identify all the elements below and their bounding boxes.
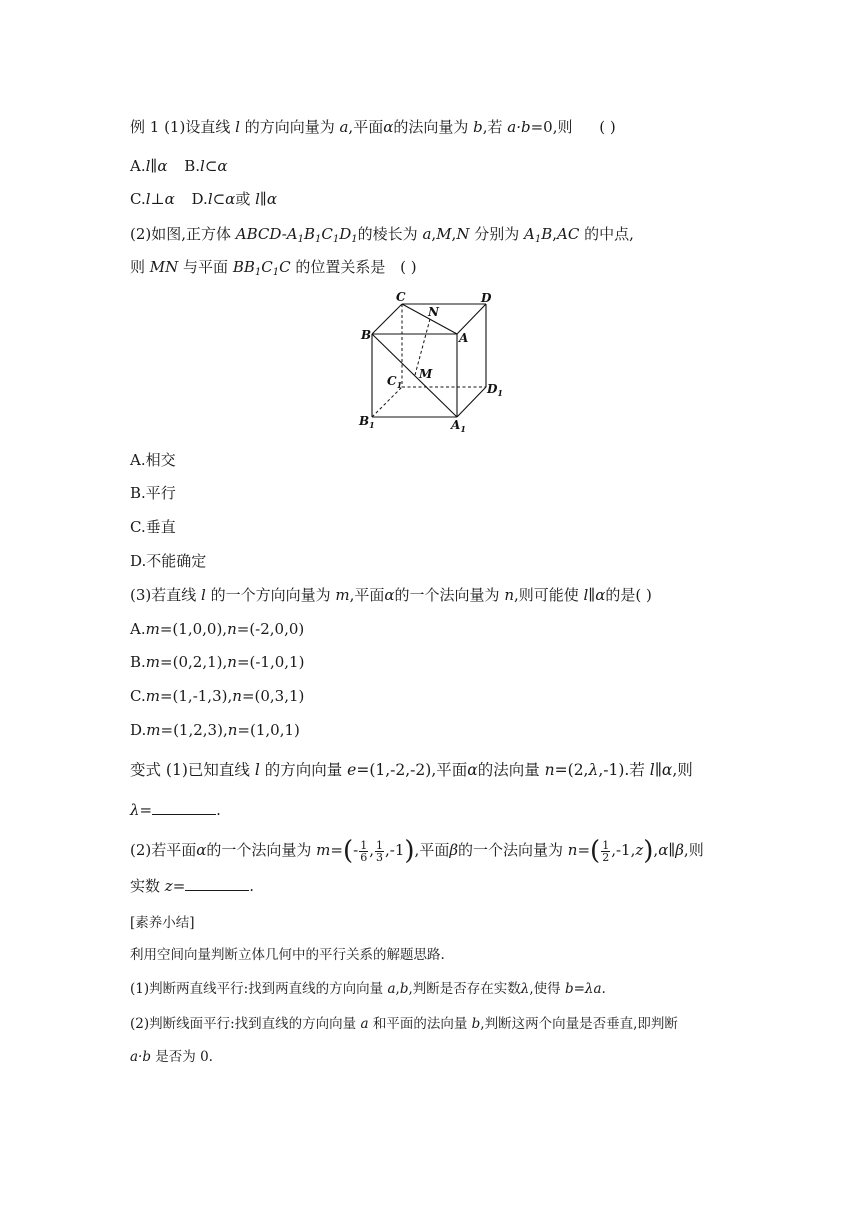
answer-blank-lambda[interactable] bbox=[152, 800, 216, 815]
label-B1: $B_1$ bbox=[359, 414, 375, 430]
label-B: B bbox=[361, 328, 372, 342]
question-1-stem: 例 1 (1)设直线 l 的方向向量为 a,平面α的法向量为 b,若 a·b=0,则 ( ) bbox=[130, 118, 616, 136]
label-M: M bbox=[419, 367, 433, 381]
edge-AD bbox=[457, 304, 486, 334]
fraction-1-2: $\frac{1}{2}$ bbox=[602, 838, 610, 864]
question-2-option-d: D.不能确定 bbox=[130, 552, 207, 570]
hidden-edge-B1C1 bbox=[372, 387, 402, 417]
summary-point-1: (1)判断两直线平行:找到两直线的方向向量 a,b,判断是否存在实数λ,使得 b=λa. bbox=[130, 981, 606, 997]
cube-figure bbox=[350, 288, 510, 438]
fraction-1-3: $\frac{1}{3}$ bbox=[376, 838, 383, 864]
edge-BC bbox=[372, 304, 402, 334]
answer-bracket: ( ) bbox=[635, 586, 652, 604]
summary-intro: 利用空间向量判断立体几何中的平行关系的解题思路. bbox=[130, 947, 445, 963]
label-A: A bbox=[459, 331, 469, 345]
variant-1-stem: 变式 (1)已知直线 l 的方向向量 e=(1,-2,-2),平面α的法向量 n=(2,λ,-1).若 l∥α,则 bbox=[130, 761, 693, 779]
question-3-stem: (3)若直线 l 的一个方向向量为 m,平面α的一个法向量为 n,则可能使 l∥α的是( ) bbox=[130, 586, 652, 604]
label-C: C bbox=[396, 290, 406, 304]
variant-2-answer: 实数 z= . bbox=[130, 877, 255, 895]
answer-bracket: ( ) bbox=[599, 118, 616, 136]
question-2-option-c: C.垂直 bbox=[130, 518, 176, 536]
option-a: A.l∥α bbox=[130, 157, 168, 175]
option-c: C.l⊥α bbox=[130, 190, 175, 208]
label-D1: $D_1$ bbox=[487, 382, 503, 398]
question-1-options-cd bbox=[130, 189, 277, 209]
label-C1: $C_1$ bbox=[387, 374, 403, 390]
summary-point-2: (2)判断线面平行:找到直线的方向向量 a 和平面的法向量 b,判断这两个向量是否垂直,即判断 bbox=[130, 1016, 678, 1032]
question-2-option-b: B.平行 bbox=[130, 484, 176, 502]
question-3-option-c: C.m=(1,-1,3),n=(0,3,1) bbox=[130, 687, 305, 705]
answer-blank-z[interactable] bbox=[185, 876, 249, 891]
question-1-options-ab bbox=[130, 156, 228, 176]
option-b: B.l⊂α bbox=[184, 157, 228, 175]
question-2-stem-line2: 则 MN 与平面 $BB_1C_1C$ 的位置关系是 ( ) bbox=[130, 258, 417, 278]
question-3-option-b: B.m=(0,2,1),n=(-1,0,1) bbox=[130, 653, 305, 671]
question-3-option-a: A.m=(1,0,0),n=(-2,0,0) bbox=[130, 620, 305, 638]
summary-title: [素养小结] bbox=[130, 915, 195, 931]
label-N: N bbox=[428, 305, 439, 319]
question-2-option-a: A.相交 bbox=[130, 451, 176, 469]
answer-bracket: ( ) bbox=[400, 258, 417, 276]
summary-point-2-cont: a·b 是否为 0. bbox=[130, 1049, 213, 1065]
fraction-1-6: $\frac{1}{6}$ bbox=[360, 838, 368, 864]
question-2-stem-line1: (2)如图,正方体 ABCD-$A_1B_1C_1D_1$的棱长为 a,M,N 分别为 $A_1B,AC$ 的中点, bbox=[130, 225, 634, 245]
edge-A1D1 bbox=[457, 387, 486, 417]
variant-1-answer: λ= . bbox=[130, 801, 221, 819]
label-A1: $A_1$ bbox=[451, 418, 466, 434]
variant-2-stem: (2)若平面α的一个法向量为 m=(- $\frac{1}{6}$ , $\frac{1}{3}$ ,-1),平面β的一个法向量为 n=( $\frac{1}{2}$ ,-1,z),α∥β,则 bbox=[130, 836, 704, 866]
question-3-option-d: D.m=(1,2,3),n=(1,0,1) bbox=[130, 721, 300, 739]
option-d: D.l⊂α或 l∥α bbox=[191, 190, 277, 208]
label-D: D bbox=[481, 291, 492, 305]
